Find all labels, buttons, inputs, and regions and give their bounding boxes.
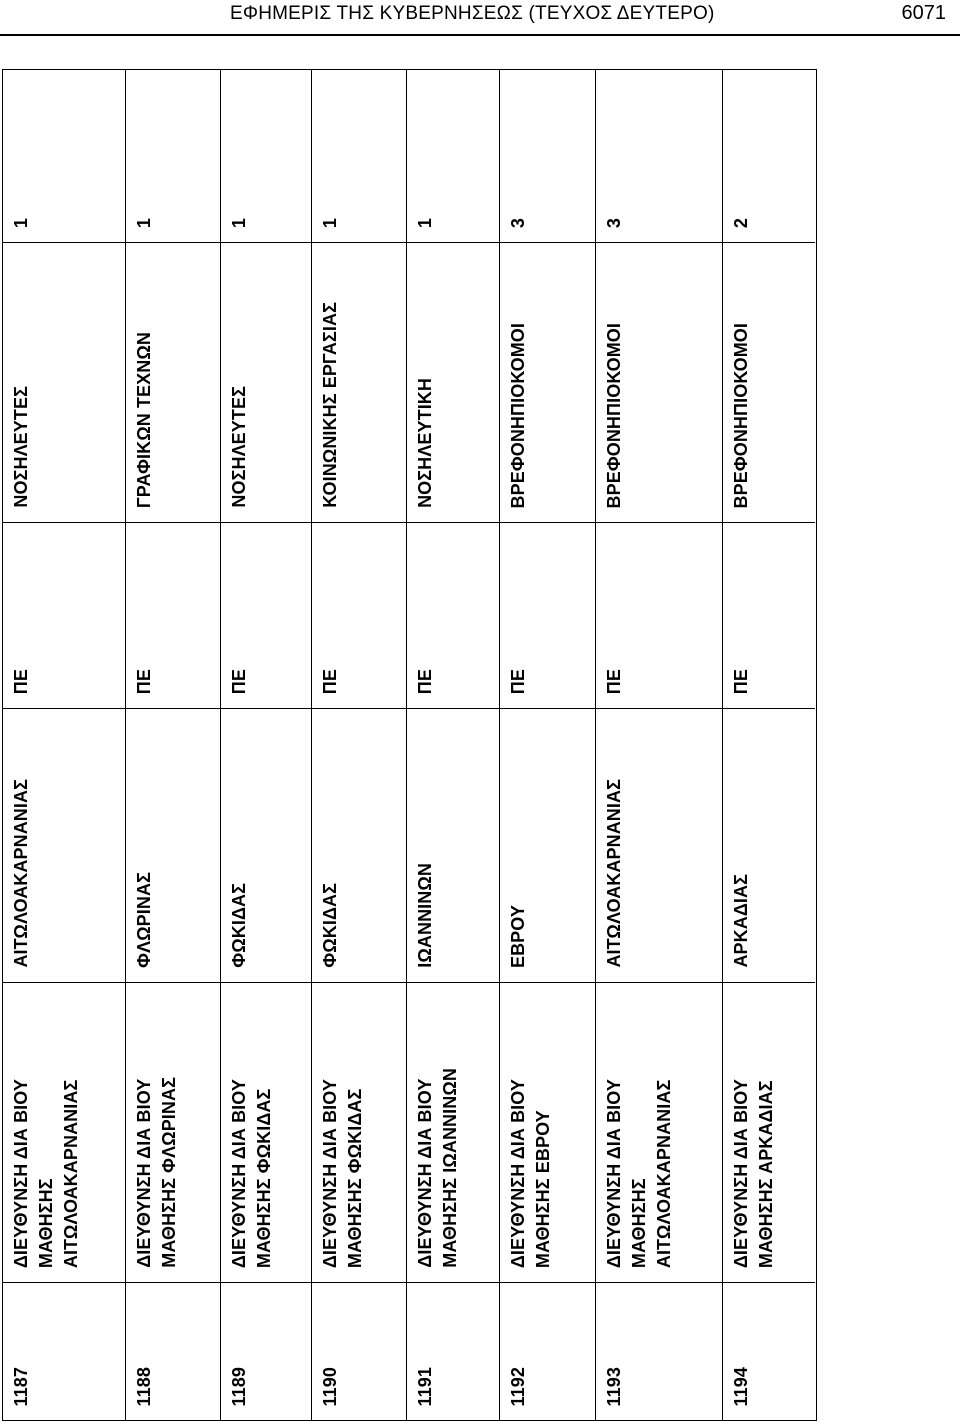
specialty-cell xyxy=(3,242,125,522)
specialty-cell xyxy=(221,242,311,522)
specialty-cell xyxy=(723,242,815,522)
area-cell-text: ΑΙΤΩΛΟΑΚΑΡΝΑΝΙΑΣ xyxy=(11,779,31,968)
positions-cell xyxy=(3,70,125,242)
positions-cell xyxy=(596,70,722,242)
id-cell xyxy=(3,1282,125,1420)
specialty-cell-text: ΝΟΣΗΛΕΥΤΙΚΗ xyxy=(415,378,435,508)
positions-cell-text: 1 xyxy=(229,217,249,228)
area-cell-text: ΑΙΤΩΛΟΑΚΑΡΝΑΝΙΑΣ xyxy=(604,779,624,968)
category-cell xyxy=(596,522,722,708)
table-row xyxy=(2,70,125,1420)
area-cell xyxy=(312,708,406,982)
specialty-cell xyxy=(596,242,722,522)
positions-cell-text: 1 xyxy=(320,217,340,228)
area-cell-text: ΦΛΩΡΙΝΑΣ xyxy=(134,872,154,968)
area-cell xyxy=(3,708,125,982)
specialty-cell-text: ΝΟΣΗΛΕΥΤΕΣ xyxy=(229,386,249,508)
area-cell-text: ΦΩΚΙΔΑΣ xyxy=(320,883,340,968)
directorate-cell xyxy=(407,982,499,1282)
table-row xyxy=(722,70,815,1420)
positions-cell-text: 3 xyxy=(508,217,528,228)
area-cell-text: ΕΒΡΟΥ xyxy=(508,904,528,968)
directorate-cell-text: ΔΙΕΥΘΥΝΣΗ ΔΙΑ ΒΙΟΥ ΜΑΘΗΣΗΣ ΦΩΚΙΔΑΣ xyxy=(229,1078,274,1268)
table-row xyxy=(406,70,499,1420)
specialty-cell-text: ΒΡΕΦΟΝΗΠΙΟΚΟΜΟΙ xyxy=(731,322,751,508)
category-cell xyxy=(312,522,406,708)
positions-cell xyxy=(407,70,499,242)
area-cell xyxy=(126,708,220,982)
specialty-cell xyxy=(407,242,499,522)
directorate-cell-text: ΔΙΕΥΘΥΝΣΗ ΔΙΑ ΒΙΟΥ ΜΑΘΗΣΗΣ ΑΙΤΩΛΟΑΚΑΡΝΑΝΙΑΣ xyxy=(11,1078,81,1268)
category-cell xyxy=(407,522,499,708)
category-cell-text: ΠΕ xyxy=(604,668,624,694)
category-cell-text: ΠΕ xyxy=(731,668,751,694)
positions-table xyxy=(2,69,817,1421)
area-cell-text: ΦΩΚΙΔΑΣ xyxy=(229,883,249,968)
id-cell-text: 1188 xyxy=(134,1366,154,1406)
category-cell-text: ΠΕ xyxy=(508,668,528,694)
id-cell-text: 1193 xyxy=(604,1366,624,1406)
directorate-cell-text: ΔΙΕΥΘΥΝΣΗ ΔΙΑ ΒΙΟΥ ΜΑΘΗΣΗΣ ΑΡΚΑΔΙΑΣ xyxy=(731,1078,776,1268)
id-cell xyxy=(312,1282,406,1420)
id-cell xyxy=(596,1282,722,1420)
directorate-cell xyxy=(312,982,406,1282)
category-cell-text: ΠΕ xyxy=(320,668,340,694)
table-row xyxy=(125,70,220,1420)
area-cell xyxy=(407,708,499,982)
directorate-cell xyxy=(126,982,220,1282)
positions-cell-text: 1 xyxy=(415,217,435,228)
category-cell xyxy=(126,522,220,708)
positions-cell-text: 1 xyxy=(134,217,154,228)
table-row xyxy=(220,70,311,1420)
specialty-cell-text: ΝΟΣΗΛΕΥΤΕΣ xyxy=(11,386,31,508)
positions-cell xyxy=(221,70,311,242)
id-cell xyxy=(407,1282,499,1420)
area-cell-text: ΙΩΑΝΝΙΝΩΝ xyxy=(415,863,435,968)
category-cell xyxy=(723,522,815,708)
directorate-cell-text: ΔΙΕΥΘΥΝΣΗ ΔΙΑ ΒΙΟΥ ΜΑΘΗΣΗΣ ΙΩΑΝΝΙΝΩΝ xyxy=(415,1068,460,1268)
positions-cell xyxy=(312,70,406,242)
directorate-cell xyxy=(221,982,311,1282)
category-cell xyxy=(221,522,311,708)
id-cell-text: 1194 xyxy=(731,1366,751,1406)
directorate-cell-text: ΔΙΕΥΘΥΝΣΗ ΔΙΑ ΒΙΟΥ ΜΑΘΗΣΗΣ ΑΙΤΩΛΟΑΚΑΡΝΑΝΙΑΣ xyxy=(604,1078,674,1268)
table-row xyxy=(499,70,595,1420)
specialty-cell xyxy=(126,242,220,522)
id-cell-text: 1189 xyxy=(229,1366,249,1406)
specialty-cell-text: ΒΡΕΦΟΝΗΠΙΟΚΟΜΟΙ xyxy=(508,322,528,508)
page-number: 6071 xyxy=(901,2,946,24)
positions-cell-text: 2 xyxy=(731,217,751,228)
id-cell-text: 1191 xyxy=(415,1366,435,1406)
positions-cell-text: 3 xyxy=(604,217,624,228)
area-cell xyxy=(221,708,311,982)
area-cell xyxy=(500,708,595,982)
id-cell xyxy=(500,1282,595,1420)
specialty-cell-text: ΚΟΙΝΩΝΙΚΗΣ ΕΡΓΑΣΙΑΣ xyxy=(320,302,340,508)
specialty-cell-text: ΒΡΕΦΟΝΗΠΙΟΚΟΜΟΙ xyxy=(604,322,624,508)
gazette-title: ΕΦΗΜΕΡΙΣ ΤΗΣ ΚΥΒΕΡΝΗΣΕΩΣ (ΤΕΥΧΟΣ ΔΕΥΤΕΡΟ) xyxy=(230,3,715,24)
specialty-cell xyxy=(312,242,406,522)
id-cell xyxy=(126,1282,220,1420)
directorate-cell-text: ΔΙΕΥΘΥΝΣΗ ΔΙΑ ΒΙΟΥ ΜΑΘΗΣΗΣ ΕΒΡΟΥ xyxy=(508,1078,553,1268)
directorate-cell xyxy=(3,982,125,1282)
page-header xyxy=(0,0,960,36)
category-cell-text: ΠΕ xyxy=(134,668,154,694)
area-cell xyxy=(723,708,815,982)
positions-cell xyxy=(500,70,595,242)
area-cell xyxy=(596,708,722,982)
positions-cell xyxy=(723,70,815,242)
id-cell-text: 1187 xyxy=(11,1366,31,1406)
category-cell-text: ΠΕ xyxy=(11,668,31,694)
category-cell-text: ΠΕ xyxy=(229,668,249,694)
specialty-cell-text: ΓΡΑΦΙΚΩΝ ΤΕΧΝΩΝ xyxy=(134,331,154,508)
category-cell-text: ΠΕ xyxy=(415,668,435,694)
specialty-cell xyxy=(500,242,595,522)
table-row xyxy=(311,70,406,1420)
category-cell xyxy=(500,522,595,708)
id-cell xyxy=(723,1282,815,1420)
id-cell-text: 1190 xyxy=(320,1366,340,1406)
id-cell-text: 1192 xyxy=(508,1366,528,1406)
directorate-cell xyxy=(500,982,595,1282)
id-cell xyxy=(221,1282,311,1420)
category-cell xyxy=(3,522,125,708)
directorate-cell-text: ΔΙΕΥΘΥΝΣΗ ΔΙΑ ΒΙΟΥ ΜΑΘΗΣΗΣ ΦΛΩΡΙΝΑΣ xyxy=(134,1077,179,1268)
directorate-cell xyxy=(723,982,815,1282)
positions-cell xyxy=(126,70,220,242)
table-row xyxy=(595,70,722,1420)
positions-cell-text: 1 xyxy=(11,217,31,228)
directorate-cell xyxy=(596,982,722,1282)
area-cell-text: ΑΡΚΑΔΙΑΣ xyxy=(731,874,751,968)
directorate-cell-text: ΔΙΕΥΘΥΝΣΗ ΔΙΑ ΒΙΟΥ ΜΑΘΗΣΗΣ ΦΩΚΙΔΑΣ xyxy=(320,1078,365,1268)
